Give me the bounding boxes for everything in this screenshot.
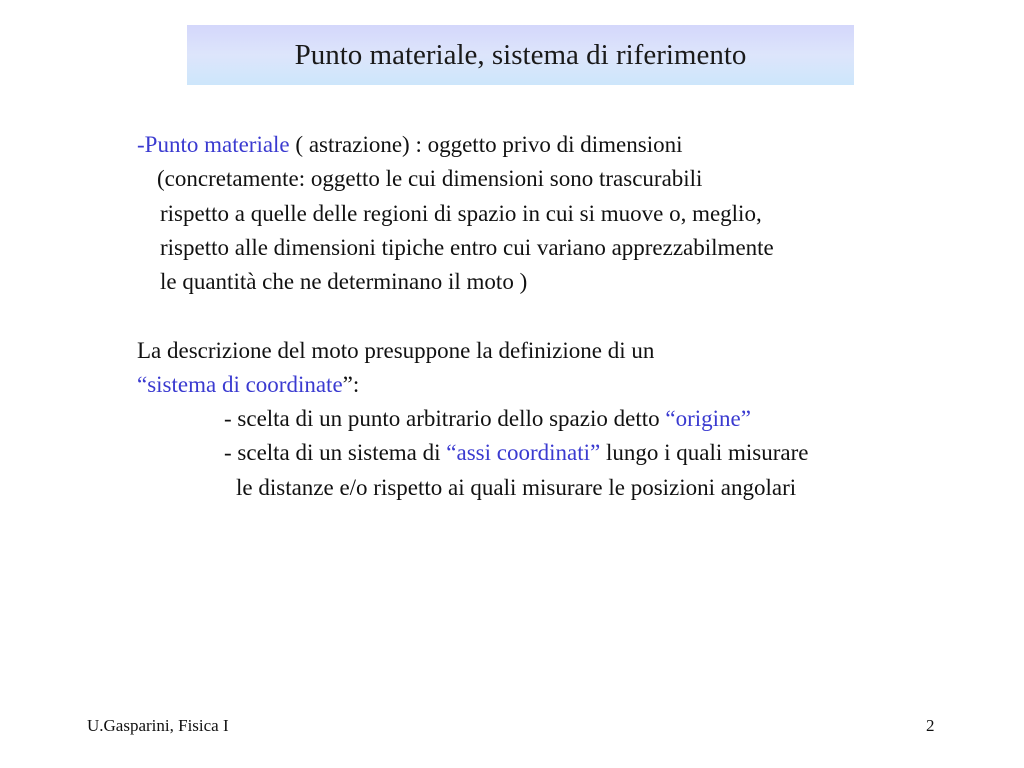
- origin-term: “origine”: [665, 406, 751, 431]
- point-explanation-line-3: rispetto alle dimensioni tipiche entro cui variano apprezzabilmente: [160, 235, 774, 260]
- footer-author: U.Gasparini, Fisica I: [87, 716, 229, 735]
- axes-item-suffix: lungo i quali misurare: [600, 440, 809, 465]
- coordinate-system-line: [137, 371, 359, 399]
- axes-item-text: - scelta di un sistema di: [224, 440, 447, 465]
- description-line: La descrizione del moto presuppone la definizione di un: [137, 338, 655, 363]
- axes-term: “assi coordinati”: [446, 440, 601, 465]
- slide-title: Punto materiale, sistema di riferimento: [294, 38, 747, 71]
- origin-item-text: - scelta di un punto arbitrario dello spazio detto: [224, 406, 666, 431]
- coordinate-system-term: “sistema di coordinate: [137, 372, 343, 397]
- point-explanation-line-2: rispetto a quelle delle regioni di spazio in cui si muove o, meglio,: [160, 201, 762, 226]
- point-definition: ( astrazione) : oggetto privo di dimensioni: [289, 132, 683, 157]
- page-number: 2: [926, 716, 935, 735]
- point-term: -Punto materiale: [137, 132, 290, 157]
- axes-item-continuation: le distanze e/o rispetto ai quali misurare le posizioni angolari: [236, 475, 797, 500]
- point-explanation-line-1: (concretamente: oggetto le cui dimensioni sono trascurabili: [157, 166, 703, 191]
- origin-item-line: [224, 405, 751, 433]
- coordinate-system-suffix: ”:: [342, 372, 360, 397]
- point-explanation-line-4: le quantità che ne determinano il moto ): [160, 269, 528, 294]
- axes-item-line: [224, 439, 808, 467]
- point-definition-line: [137, 131, 683, 159]
